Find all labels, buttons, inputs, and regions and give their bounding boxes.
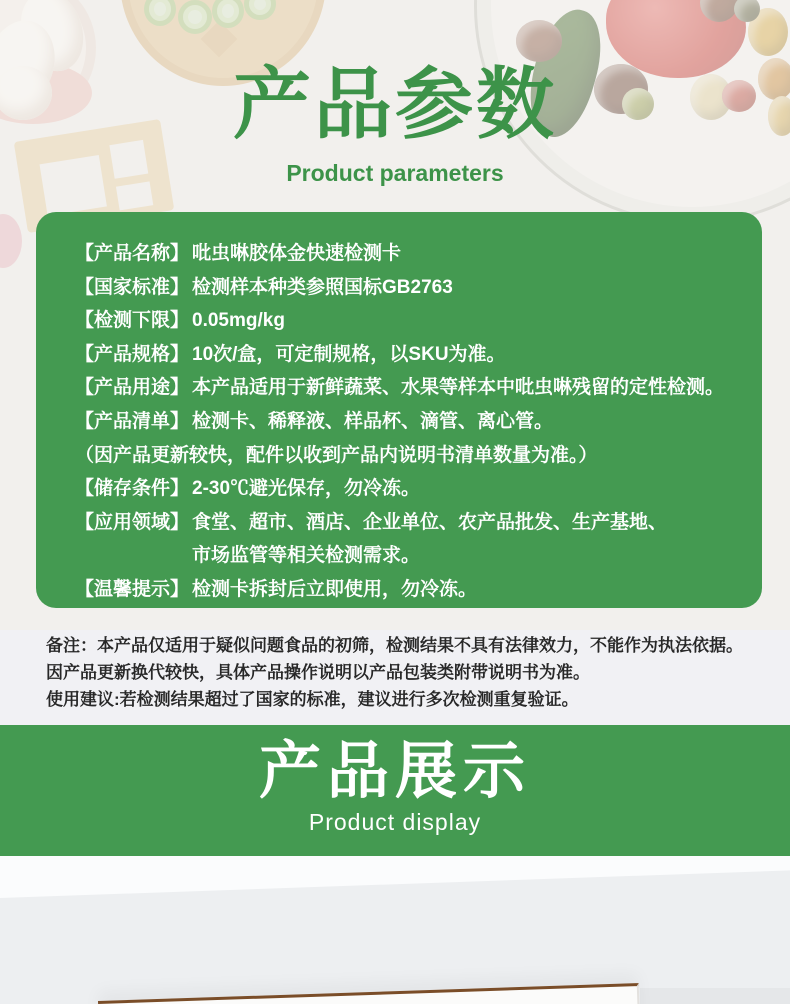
decor-cucumber-slice: [178, 0, 212, 34]
spec-label: 【产品名称】: [75, 243, 190, 264]
spec-line: [75, 371, 752, 405]
spec-text: 检测卡、稀释液、样品杯、滴管、离心管。: [192, 410, 554, 432]
spec-text: 0.05mg/kg: [192, 310, 285, 332]
spec-text: （因产品更新较快，配件以收到产品内说明书清单数量为准。）: [75, 444, 598, 466]
spec-text: 检测卡拆封后立即使用，勿冷冻。: [192, 578, 478, 600]
note-section: [0, 632, 790, 713]
page-title: 产品参数: [232, 60, 557, 148]
spec-label: 【国家标准】: [75, 276, 190, 298]
decor-wall-highlight: [0, 856, 790, 899]
note-lines: [46, 632, 790, 713]
spec-line: [75, 405, 752, 439]
spec-text: 2-30℃避光保存，勿冷冻。: [192, 478, 421, 500]
spec-line: [75, 472, 752, 506]
spec-line: [75, 506, 752, 540]
spec-text: 10次/盒，可定制规格，以SKU为准。: [192, 343, 506, 365]
decor-box-shadow: [640, 988, 790, 1004]
banner-subtitle: Product display: [308, 809, 482, 835]
spec-line: [75, 338, 752, 372]
spec-line: [75, 304, 752, 338]
decor-cherry-tomato: [516, 20, 562, 62]
spec-label: 【检测下限】: [75, 310, 190, 332]
decor-product-box-edge: [98, 983, 641, 1004]
page-subtitle: Product parameters: [286, 160, 504, 186]
spec-text: 本产品适用于新鲜蔬菜、水果等样本中吡虫啉残留的定性检测。: [192, 377, 725, 399]
spec-text: 市场监管等相关检测需求。: [192, 545, 421, 567]
spec-label: 【产品清单】: [75, 410, 190, 432]
spec-line: [75, 539, 752, 573]
spec-card: [36, 212, 762, 608]
spec-line: [75, 237, 752, 271]
banner-title: 产品展示: [258, 737, 531, 806]
note-line: 因产品更新换代较快，具体产品操作说明以产品包装类附带说明书为准。: [46, 663, 590, 682]
spec-line: [75, 439, 752, 473]
spec-line: [75, 271, 752, 305]
spec-text: 吡虫啉胶体金快速检测卡: [192, 243, 402, 264]
note-line: 使用建议:若检测结果超过了国家的标准，建议进行多次检测重复验证。: [46, 690, 579, 709]
note-line: 备注：本产品仅适用于疑似问题食品的初筛，检测结果不具有法律效力，不能作为执法依据。: [46, 636, 743, 655]
spec-label: 【产品用途】: [75, 377, 190, 399]
spec-lines: [75, 237, 752, 607]
spec-text: 检测样本种类参照国标GB2763: [192, 276, 453, 298]
spec-line: [75, 573, 752, 607]
product-photo-area: [0, 856, 790, 1004]
spec-label: 【产品规格】: [75, 343, 190, 365]
spec-label: 【应用领域】: [75, 511, 190, 533]
decor-pink-item: [0, 214, 22, 268]
display-banner: [0, 725, 790, 856]
spec-label: 【储存条件】: [75, 478, 190, 500]
spec-text: 食堂、超市、酒店、企业单位、农产品批发、生产基地、: [192, 511, 668, 533]
spec-label: 【温馨提示】: [75, 578, 190, 600]
